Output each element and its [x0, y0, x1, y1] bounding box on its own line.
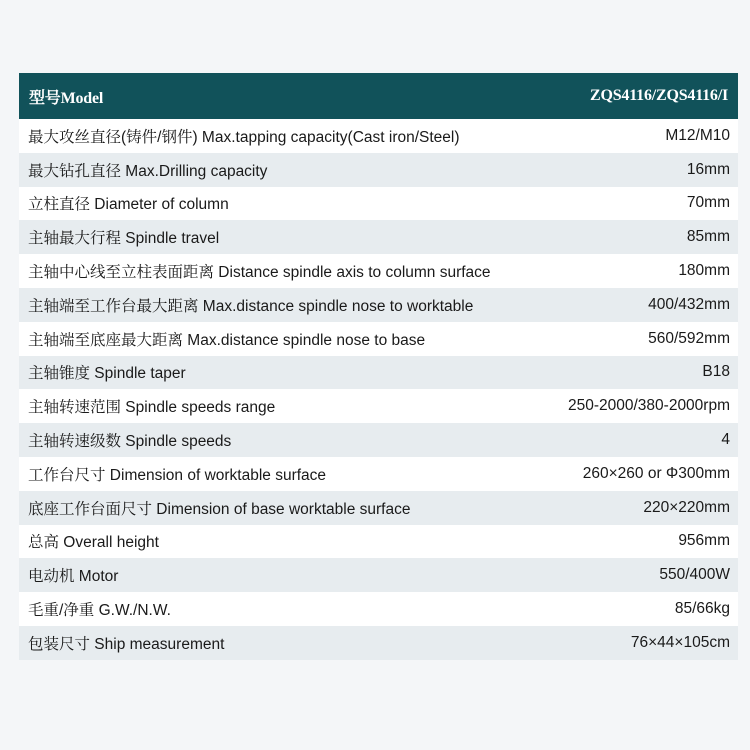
spec-label: 工作台尺寸 Dimension of worktable surface: [28, 466, 327, 484]
spec-value: M12/M10: [665, 126, 730, 144]
spec-value: 400/432mm: [648, 295, 730, 313]
spec-value: 85mm: [686, 228, 730, 246]
spec-label: 总高 Overall height: [28, 534, 159, 552]
spec-label: 电动机 Motor: [28, 568, 119, 586]
spec-row-weight: [19, 592, 738, 626]
spec-label: 毛重/净重 G.W./N.W.: [28, 602, 171, 620]
spec-row-base-worktable-dimension: [19, 491, 738, 525]
spec-label: 主轴端至工作台最大距离 Max.distance spindle nose to worktable: [28, 297, 474, 315]
spec-label: 主轴中心线至立柱表面距离 Distance spindle axis to column surface: [28, 264, 491, 282]
spec-label: 最大攻丝直径(铸件/钢件) Max.tapping capacity(Cast iron/Steel): [28, 128, 460, 146]
spec-row-spindle-speeds: [19, 423, 738, 457]
spec-row-ship-measurement: [19, 626, 738, 660]
spec-value: B18: [702, 363, 730, 381]
spec-table-body: [19, 119, 738, 660]
spec-value: 70mm: [686, 194, 730, 212]
spec-row-drilling-capacity: [19, 153, 738, 187]
spec-row-motor: [19, 558, 738, 592]
spec-label: 立柱直径 Diameter of column: [28, 196, 229, 214]
spec-value: 4: [721, 431, 730, 449]
spec-label: 主轴锥度 Spindle taper: [28, 365, 186, 383]
spec-table: [19, 73, 738, 660]
spec-row-spindle-axis-distance: [19, 254, 738, 288]
spec-row-spindle-taper: [19, 356, 738, 390]
spec-row-nose-to-worktable: [19, 288, 738, 322]
spec-row-nose-to-base: [19, 322, 738, 356]
spec-value: 250-2000/380-2000rpm: [567, 397, 730, 415]
spec-value: 180mm: [678, 262, 730, 280]
spec-value: 550/400W: [659, 566, 730, 584]
spec-label: 主轴转速级数 Spindle speeds: [28, 433, 232, 451]
spec-table-header: [19, 73, 738, 119]
spec-label: 最大钻孔直径 Max.Drilling capacity: [28, 162, 268, 180]
spec-row-speeds-range: [19, 389, 738, 423]
spec-value: 85/66kg: [674, 600, 730, 618]
spec-value: 220×220mm: [643, 498, 730, 516]
spec-value: 560/592mm: [648, 329, 730, 347]
spec-label: 底座工作台面尺寸 Dimension of base worktable surface: [28, 500, 411, 518]
model-value: ZQS4116/ZQS4116/I: [590, 87, 728, 104]
spec-row-overall-height: [19, 525, 738, 559]
spec-label: 包装尺寸 Ship measurement: [28, 635, 225, 653]
spec-value: 260×260 or Φ300mm: [582, 464, 730, 482]
spec-row-worktable-dimension: [19, 457, 738, 491]
spec-label: 主轴最大行程 Spindle travel: [28, 230, 220, 248]
spec-row-column-diameter: [19, 187, 738, 221]
spec-label: 主轴转速范围 Spindle speeds range: [28, 399, 276, 417]
spec-value: 76×44×105cm: [630, 633, 730, 651]
spec-label: 主轴端至底座最大距离 Max.distance spindle nose to base: [28, 331, 426, 349]
spec-row-spindle-travel: [19, 220, 738, 254]
spec-value: 956mm: [678, 532, 730, 550]
spec-value: 16mm: [686, 160, 730, 178]
spec-row-tapping-capacity: [19, 119, 738, 153]
model-label: 型号Model: [29, 89, 104, 107]
